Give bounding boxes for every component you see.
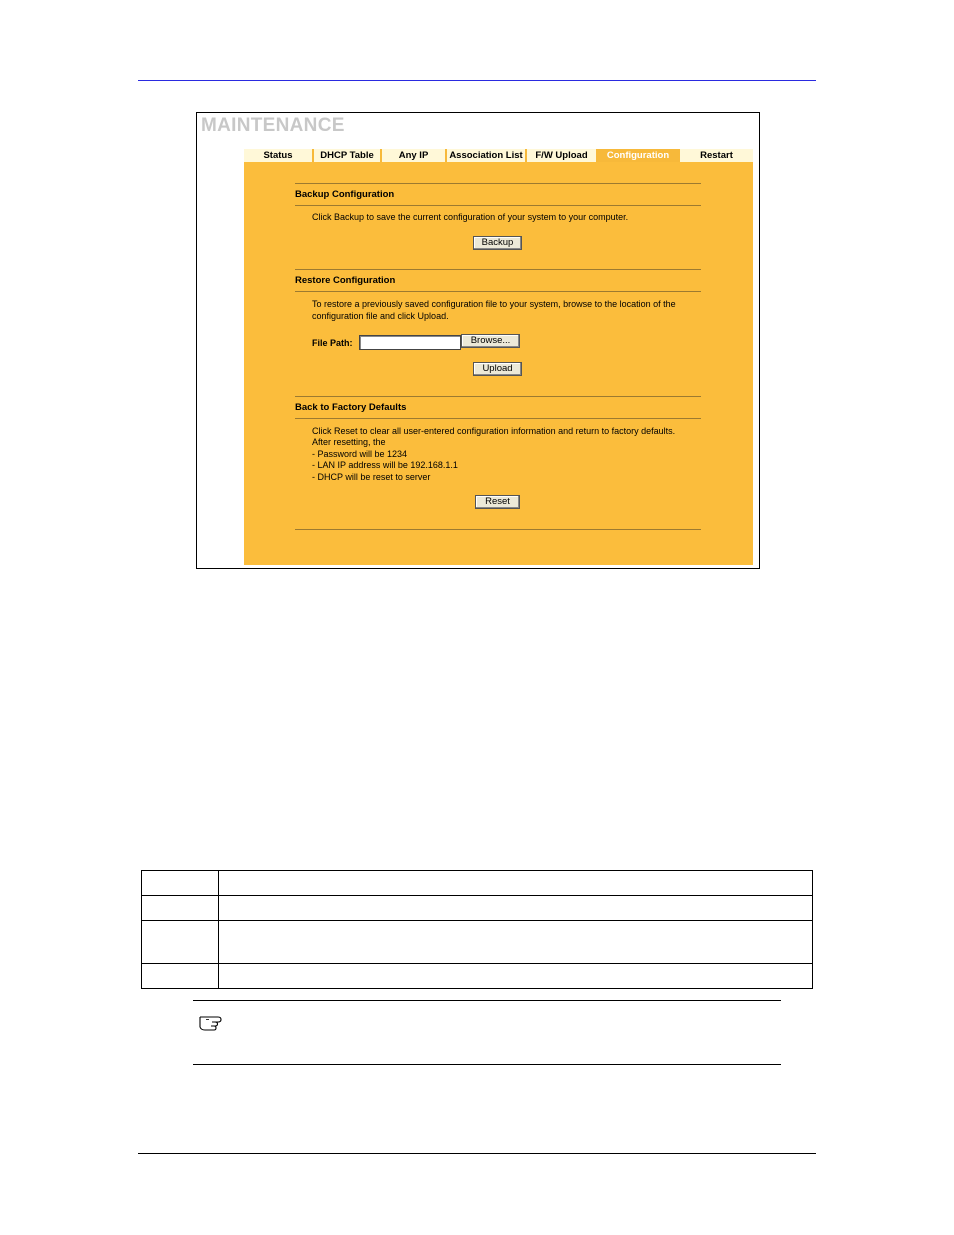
tab-bar — [244, 149, 753, 162]
table-row — [142, 871, 813, 896]
footer-rule — [138, 1153, 816, 1154]
table-row — [142, 964, 813, 989]
restore-section-title: Restore Configuration — [295, 275, 396, 286]
table-cell — [219, 896, 813, 921]
backup-button[interactable]: Backup — [473, 236, 522, 250]
restore-description-line1: To restore a previously saved configuration file to your system, browse to the location of the — [312, 299, 676, 309]
table-cell — [142, 871, 219, 896]
tab-dhcp-table[interactable]: DHCP Table — [314, 149, 380, 162]
table-row — [142, 921, 813, 964]
divider — [295, 529, 701, 530]
file-path-input[interactable] — [359, 335, 461, 350]
divider — [295, 269, 701, 270]
divider — [295, 205, 701, 206]
file-path-label: File Path: — [312, 338, 353, 348]
reference-table — [141, 870, 813, 989]
tab-any-ip[interactable]: Any IP — [382, 149, 445, 162]
reset-button[interactable]: Reset — [475, 495, 520, 509]
header-rule — [138, 80, 816, 81]
tab-configuration[interactable]: Configuration — [598, 149, 678, 162]
factory-line: After resetting, the — [312, 437, 386, 447]
factory-line: - DHCP will be reset to server — [312, 472, 431, 482]
upload-button[interactable]: Upload — [473, 362, 522, 376]
table-row — [142, 896, 813, 921]
factory-section-title: Back to Factory Defaults — [295, 402, 407, 413]
table-cell — [219, 964, 813, 989]
screenshot-frame — [196, 112, 760, 569]
pointing-hand-icon — [198, 1012, 234, 1032]
divider — [295, 396, 701, 397]
table-cell — [142, 964, 219, 989]
divider — [295, 183, 701, 184]
divider — [295, 291, 701, 292]
tab-restart[interactable]: Restart — [680, 149, 753, 162]
divider — [295, 418, 701, 419]
page-title: MAINTENANCE — [201, 115, 345, 136]
tab-status[interactable]: Status — [244, 149, 312, 162]
configuration-panel — [244, 162, 753, 565]
factory-line: - LAN IP address will be 192.168.1.1 — [312, 460, 458, 470]
tab-fw-upload[interactable]: F/W Upload — [527, 149, 596, 162]
table-cell — [219, 921, 813, 964]
tab-association-list[interactable]: Association List — [447, 149, 525, 162]
table-cell — [142, 896, 219, 921]
note-bottom-rule — [193, 1064, 781, 1065]
restore-description-line2: configuration file and click Upload. — [312, 311, 449, 321]
backup-section-title: Backup Configuration — [295, 189, 395, 200]
note-top-rule — [193, 1000, 781, 1001]
factory-line: Click Reset to clear all user-entered configuration information and return to factory defaults. — [312, 426, 676, 436]
factory-line: - Password will be 1234 — [312, 449, 408, 459]
backup-description: Click Backup to save the current configuration of your system to your computer. — [312, 212, 629, 222]
table-cell — [219, 871, 813, 896]
table-cell — [142, 921, 219, 964]
browse-button[interactable]: Browse... — [461, 334, 520, 348]
